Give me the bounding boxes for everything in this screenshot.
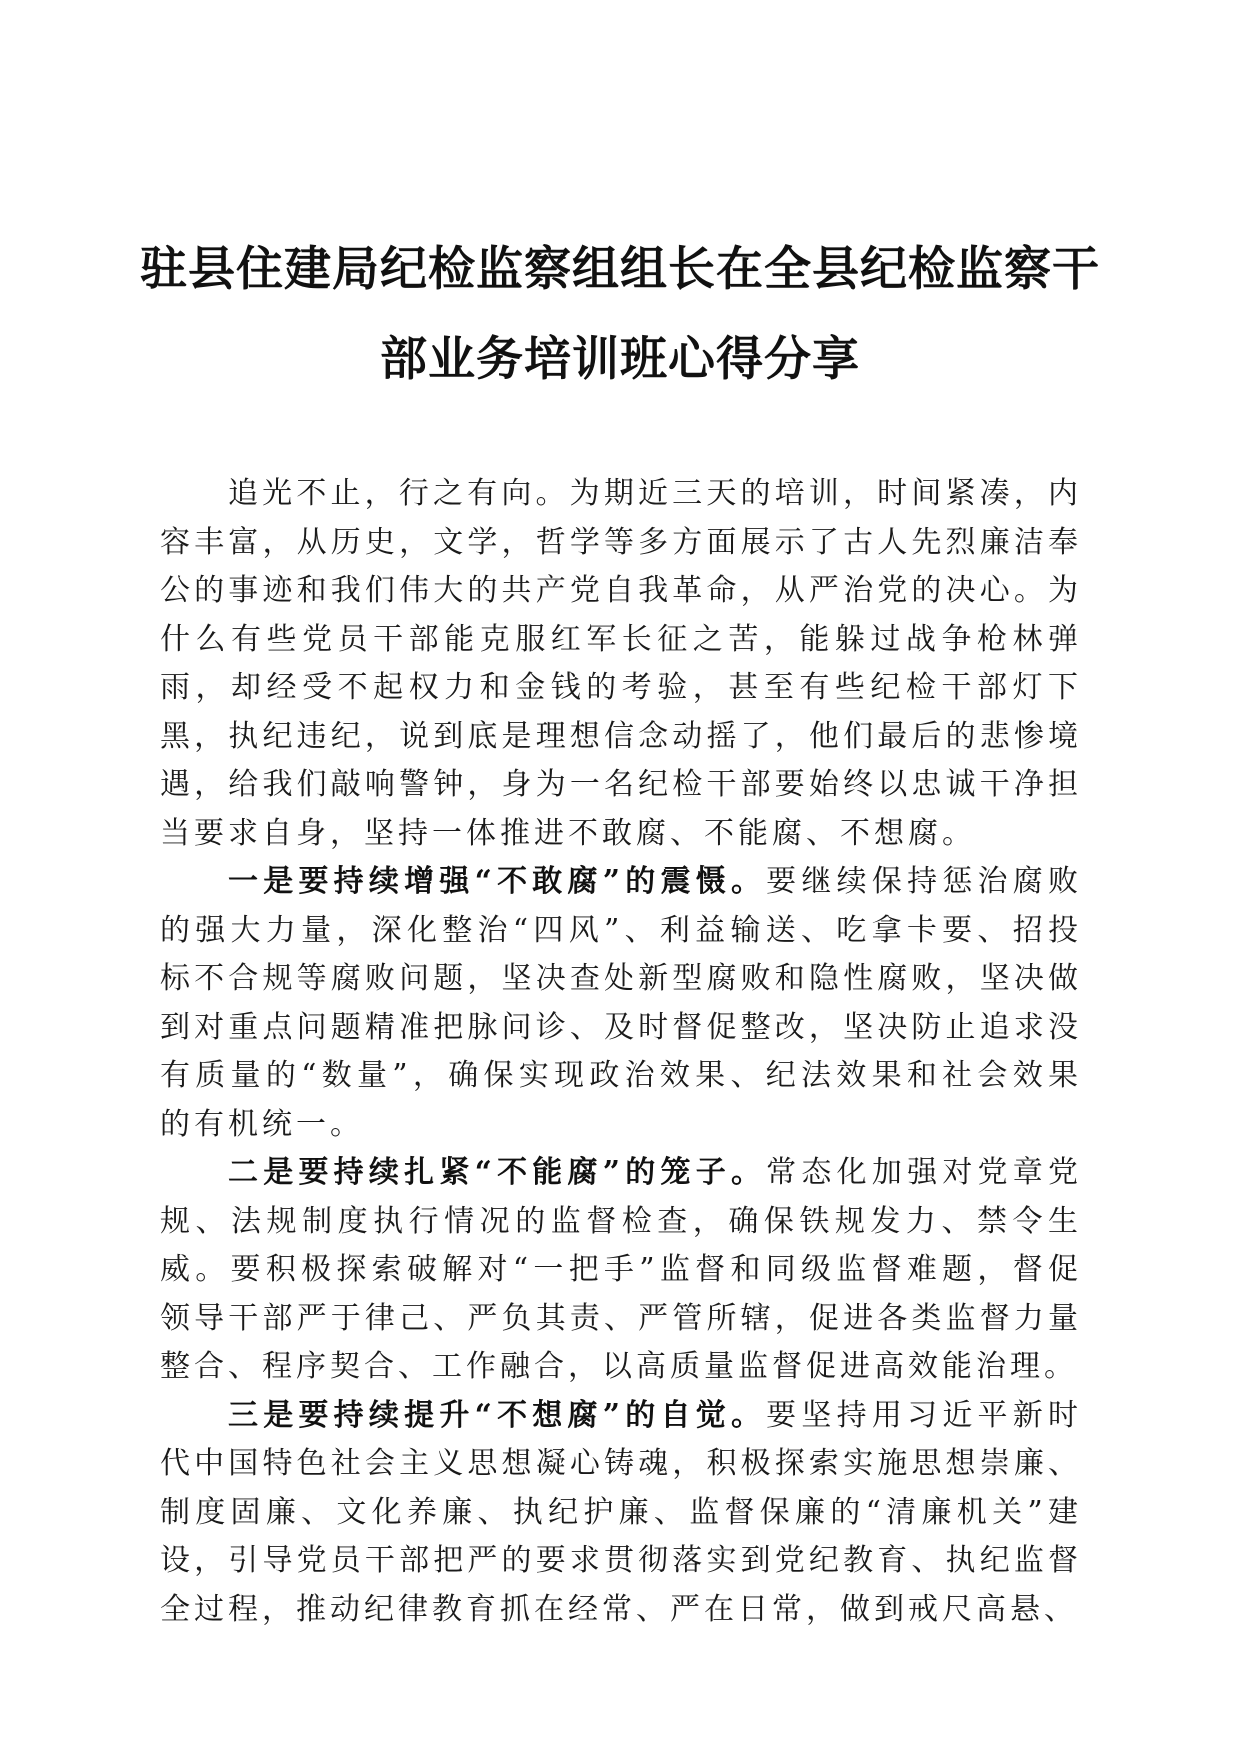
paragraph-point-3 [160, 1392, 1082, 1635]
title-line-2: 部业务培训班心得分享 [380, 332, 860, 387]
paragraph-lead: 三是要持续提升“不想腐”的自觉。 [228, 1397, 767, 1433]
document-body [160, 470, 1082, 1634]
paragraph-text: 常态化加强对党章党规、法规制度执行情况的监督检查，确保铁规发力、禁令生威。要积极探索破解对“一把手”监督和同级监督难题，督促领导干部严于律己、严负其责、严管所辖，促进各类监督力量整合、程序契合、工作融合，以高质量监督促进高效能治理。 [160, 1155, 1082, 1384]
paragraph-point-1 [160, 858, 1082, 1149]
paragraph-text: 要坚持用习近平新时代中国特色社会主义思想凝心铸魂，积极探索实施思想崇廉、制度固廉、文化养廉、执纪护廉、监督保廉的“清廉机关”建设，引导党员干部把严的要求贯彻落实到党纪教育、执纪监督全过程，推动纪律教育抓在经常、严在日常，做到戒尺高悬、 [160, 1397, 1082, 1627]
paragraph-text: 要继续保持惩治腐败的强大力量，深化整治“四风”、利益输送、吃拿卡要、招投标不合规等腐败问题，坚决查处新型腐败和隐性腐败，坚决做到对重点问题精准把脉问诊、及时督促整改，坚决防止追求没有质量的“数量”，确保实现政治效果、纪法效果和社会效果的有机统一。 [160, 864, 1082, 1142]
paragraph-lead: 一是要持续增强“不敢腐”的震慑。 [228, 864, 767, 899]
paragraph-point-2 [160, 1149, 1082, 1392]
paragraph-text: 追光不止，行之有向。为期近三天的培训，时间紧凑，内容丰富，从历史，文学，哲学等多方面展示了古人先烈廉洁奉公的事迹和我们伟大的共产党自我革命，从严治党的决心。为什么有些党员干部能克服红军长征之苦，能躲过战争枪林弹雨，却经受不起权力和金钱的考验，甚至有些纪检干部灯下黑，执纪违纪，说到底是理想信念动摇了，他们最后的悲惨境遇，给我们敲响警钟，身为一名纪检干部要始终以忠诚干净担当要求自身，坚持一体推进不敢腐、不能腐、不想腐。 [160, 476, 1082, 851]
title-line-1: 驻县住建局纪检监察组组长在全县纪检监察干 [140, 242, 1100, 297]
document-title [140, 225, 1100, 405]
paragraph-lead: 二是要持续扎紧“不能腐”的笼子。 [228, 1155, 767, 1190]
paragraph-intro [160, 470, 1082, 858]
